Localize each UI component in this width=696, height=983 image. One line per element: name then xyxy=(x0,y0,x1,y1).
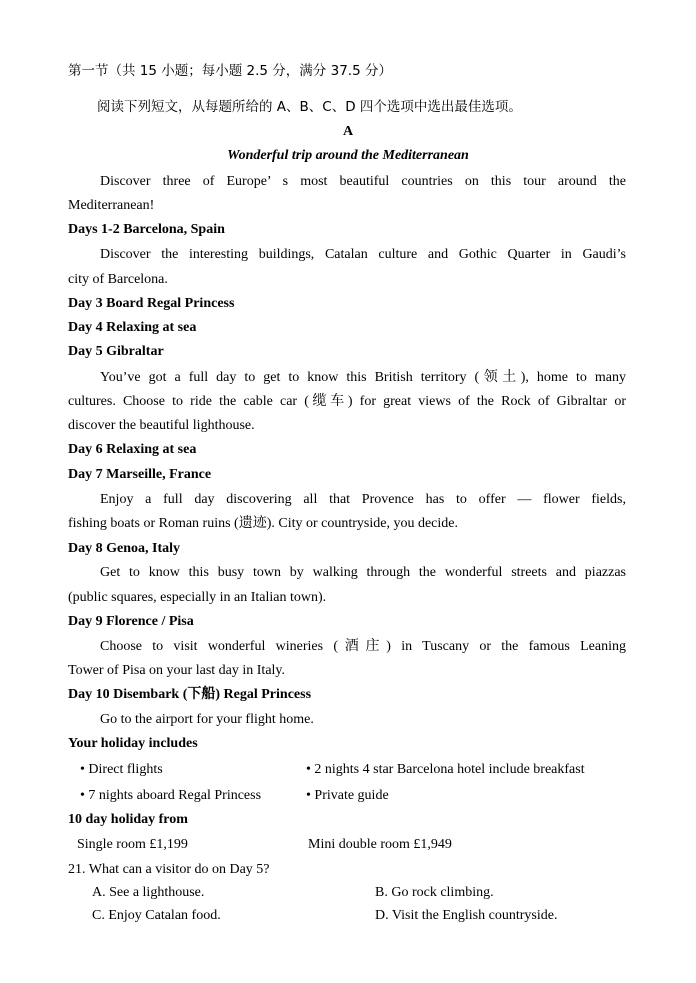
day-1-2-line-2: city of Barcelona. xyxy=(68,272,168,287)
question-stem: 21. What can a visitor do on Day 5? xyxy=(68,862,270,877)
price-mini-double-room: Mini double room £1,949 xyxy=(308,837,452,852)
option-d: D. Visit the English countryside. xyxy=(375,908,558,923)
option-b: B. Go rock climbing. xyxy=(375,885,494,900)
option-a: A. See a lighthouse. xyxy=(92,885,205,900)
section-header: 第一节（共 15 小题；每小题 2.5 分，满分 37.5 分） xyxy=(68,63,392,79)
day-10-line-1: Go to the airport for your flight home. xyxy=(100,712,314,727)
day-5-heading: Day 5 Gibraltar xyxy=(68,344,164,359)
day-9-line-1: Choose to visit wonderful wineries (酒庄) in Tuscany or the famous Leaning xyxy=(100,639,626,654)
includes-item: • Private guide xyxy=(306,788,389,803)
day-3-heading: Day 3 Board Regal Princess xyxy=(68,296,235,311)
day-1-2-heading: Days 1-2 Barcelona, Spain xyxy=(68,222,225,237)
day-7-line-2: fishing boats or Roman ruins (遗迹). City or countryside, you decide. xyxy=(68,516,458,531)
day-5-line-1: You’ve got a full day to get to know this British territory (领土), home to many xyxy=(100,370,626,385)
intro-line-2: Mediterranean! xyxy=(68,198,155,213)
day-9-heading: Day 9 Florence / Pisa xyxy=(68,614,194,629)
day-10-heading: Day 10 Disembark (下船) Regal Princess xyxy=(68,687,312,702)
intro-line-1: Discover three of Europe’ s most beautiful countries on this tour around the xyxy=(100,174,626,189)
pricing-heading: 10 day holiday from xyxy=(68,812,188,827)
passage-label: A xyxy=(342,124,354,139)
day-8-line-1: Get to know this busy town by walking through the wonderful streets and piazzas xyxy=(100,565,626,580)
includes-heading: Your holiday includes xyxy=(68,736,198,751)
price-single-room: Single room £1,199 xyxy=(77,837,188,852)
day-5-line-2: cultures. Choose to ride the cable car (缆车) for great views of the Rock of Gibraltar or xyxy=(68,394,626,409)
passage-title: Wonderful trip around the Mediterranean xyxy=(227,148,469,163)
instruction: 阅读下列短文，从每题所给的 A、B、C、D 四个选项中选出最佳选项。 xyxy=(97,99,522,115)
day-8-line-2: (public squares, especially in an Italian town). xyxy=(68,590,327,605)
day-7-line-1: Enjoy a full day discovering all that Provence has to offer — flower fields, xyxy=(100,492,626,507)
day-1-2-line-1: Discover the interesting buildings, Catalan culture and Gothic Quarter in Gaudi’s xyxy=(100,247,626,262)
day-7-heading: Day 7 Marseille, France xyxy=(68,467,212,482)
option-c: C. Enjoy Catalan food. xyxy=(92,908,221,923)
includes-item: • 2 nights 4 star Barcelona hotel include breakfast xyxy=(306,762,585,777)
day-9-line-2: Tower of Pisa on your last day in Italy. xyxy=(68,663,286,678)
day-6-heading: Day 6 Relaxing at sea xyxy=(68,442,197,457)
includes-item: • Direct flights xyxy=(80,762,163,777)
day-5-line-3: discover the beautiful lighthouse. xyxy=(68,418,255,433)
day-4-heading: Day 4 Relaxing at sea xyxy=(68,320,197,335)
day-8-heading: Day 8 Genoa, Italy xyxy=(68,541,180,556)
includes-item: • 7 nights aboard Regal Princess xyxy=(80,788,262,803)
